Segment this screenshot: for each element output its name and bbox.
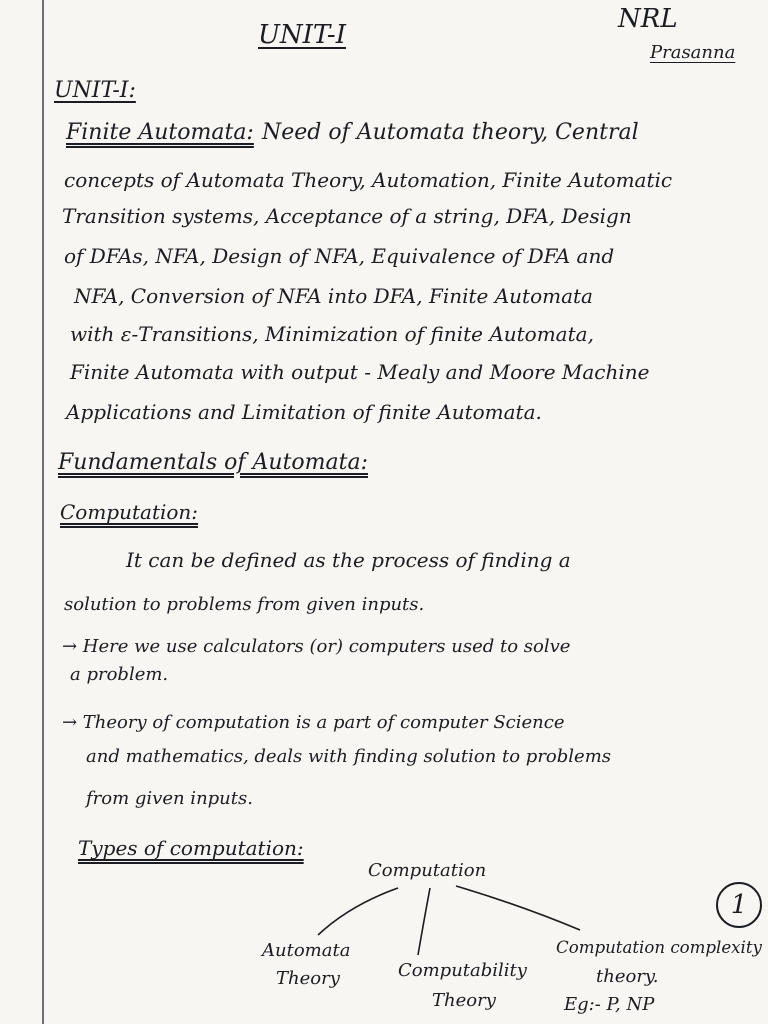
computation-point-2-line-1: → Theory of computation is a part of computer Science xyxy=(62,712,565,733)
tree-child-complexity-example: Eg:- P, NP xyxy=(564,994,655,1015)
syllabus-line-5: NFA, Conversion of NFA into DFA, Finite Automata xyxy=(74,284,593,308)
signature-name: Prasanna xyxy=(650,42,736,63)
page-number: 1 xyxy=(716,882,762,928)
syllabus-line-8: Applications and Limitation of finite Automata. xyxy=(66,400,542,424)
types-heading: Types of computation: xyxy=(78,836,304,860)
computation-def-line-2: solution to problems from given inputs. xyxy=(64,594,425,615)
computation-heading: Computation: xyxy=(60,500,199,524)
margin-line xyxy=(42,0,44,1024)
tree-child-automata-line-2: Theory xyxy=(276,968,340,989)
syllabus-line-2: concepts of Automata Theory, Automation, Finite Automatic xyxy=(64,168,673,192)
syllabus-line-3: Transition systems, Acceptance of a string, DFA, Design xyxy=(62,204,632,228)
tree-child-complexity-line-2: theory. xyxy=(596,966,659,987)
computation-def-line-1: It can be defined as the process of finding a xyxy=(126,548,571,572)
syllabus-line-7: Finite Automata with output - Mealy and Moore Machine xyxy=(70,360,650,384)
computation-point-1-line-1: → Here we use calculators (or) computers used to solve xyxy=(62,636,571,657)
syllabus-line-4: of DFAs, NFA, Design of NFA, Equivalence of DFA and xyxy=(64,244,615,268)
unit-title: UNIT-I xyxy=(258,20,346,50)
computation-point-2-line-2: and mathematics, deals with finding solution to problems xyxy=(86,746,612,767)
finite-automata-label: Finite Automata: xyxy=(66,120,254,145)
section-heading: UNIT-I: xyxy=(54,78,136,103)
syllabus-line-1: Need of Automata theory, Central xyxy=(262,120,639,145)
computation-point-1-line-2: a problem. xyxy=(70,664,169,685)
tree-child-computability-line-1: Computability xyxy=(398,960,527,981)
tree-root-computation: Computation xyxy=(368,860,487,881)
tree-child-complexity-line-1: Computation complexity xyxy=(556,938,762,957)
tree-child-computability-line-2: Theory xyxy=(432,990,496,1011)
fundamentals-heading: Fundamentals of Automata: xyxy=(58,450,368,475)
syllabus-line-6: with ε-Transitions, Minimization of finite Automata, xyxy=(70,322,594,346)
computation-point-2-line-3: from given inputs. xyxy=(86,788,253,809)
signature-initials: NRL xyxy=(618,4,678,34)
tree-child-automata-line-1: Automata xyxy=(262,940,351,961)
